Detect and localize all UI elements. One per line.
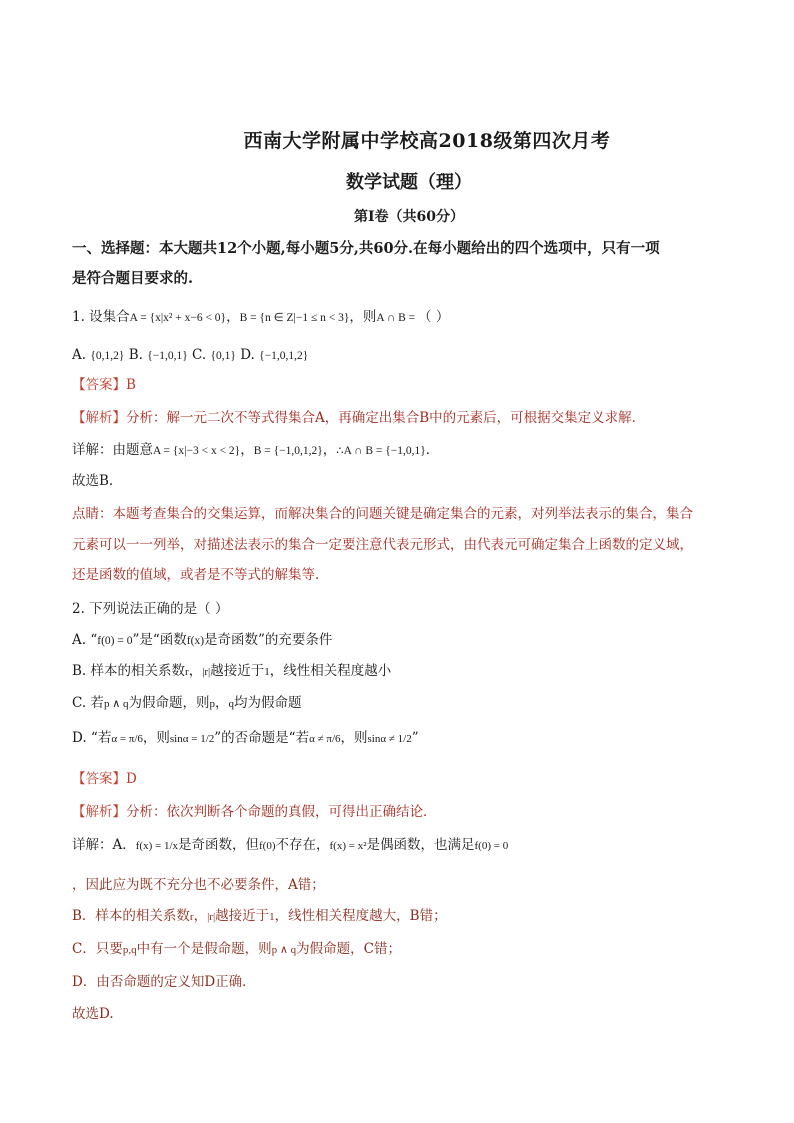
q1-stem	[72, 306, 734, 329]
q2-opt-d-text2: ，则	[142, 730, 170, 746]
q1-opt-b-label: B.	[128, 347, 143, 363]
q2-detail-b-text4: ，线性相关程度越大，B错；	[274, 908, 447, 924]
q2-detail-math2: f(0)	[259, 840, 276, 852]
q1-stem-text2: ，则	[349, 309, 377, 325]
q2-opt-b-math2: |r|	[202, 666, 211, 678]
q2-opt-d-text4: ，则	[340, 730, 368, 746]
q2-detail-b-text2: ，	[193, 908, 208, 924]
q1-answer	[72, 374, 734, 396]
section-heading-line2: 是符合题目要求的.	[72, 270, 194, 287]
q2-opt-d-math4: sinα ≠ 1/2	[367, 733, 412, 745]
q1-paren: （ ）	[418, 309, 450, 325]
q1-detail-sep: ，	[240, 442, 254, 458]
q1-choose: 故选B.	[72, 473, 114, 489]
q2-opt-d-text3: ”的否命题是“若	[214, 730, 310, 746]
q1-opt-c: {0,1}	[210, 350, 236, 362]
q1-stem-text: 1. 设集合	[72, 309, 130, 325]
q1-comment-line3: 还是函数的值域，或者是不等式的解集等.	[72, 567, 320, 583]
q1-comment-line1: 点睛：本题考查集合的交集运算，而解决集合的问题关键是确定集合的元素，对列举法表示的集合，集合	[72, 506, 693, 522]
q2-opt-a	[72, 629, 734, 652]
q1-answer-tag: 【答案】	[72, 377, 126, 393]
q2-detail-c-text2: 中有一个是假命题，则	[136, 941, 272, 957]
q2-opt-b-math3: 1	[264, 666, 270, 678]
q2-answer-tag: 【答案】	[72, 771, 126, 787]
q1-opt-d-label: D.	[240, 347, 255, 363]
q2-detail-b-math2: |r|	[207, 911, 216, 923]
q2-opt-b-text1: B. 样本的相关系数	[72, 663, 186, 679]
exam-title: 西南大学附属中学校高2018级第四次月考	[243, 130, 611, 152]
q2-detail-d: D．由否命题的定义知D正确．	[72, 974, 256, 990]
q2-detail-b-math1: r	[189, 911, 194, 923]
q2-detail-b-text3: 越接近于	[215, 908, 270, 924]
q2-detail-c-math2: p ∧ q	[271, 944, 297, 956]
q1-detail-set-b: B = {−1,0,1,2}	[253, 445, 323, 457]
q2-detail-text4: 是偶函数，也满足	[366, 837, 475, 853]
q2-opt-d-math2: sinα = 1/2	[169, 733, 215, 745]
q1-comment-line2: 元素可以一一列举，对描述法表示的集合一定要注意代表元形式，由代表元可确定集合上函数的定义域，	[72, 537, 693, 553]
q2-analysis-tag: 【解析】	[72, 804, 126, 820]
q1-analysis-tag: 【解析】	[72, 410, 126, 426]
q1-answer-value: B	[126, 377, 136, 393]
q2-opt-d	[72, 727, 734, 750]
q2-answer-value: D	[126, 771, 137, 787]
q2-detail-math3: f(x) = x²	[329, 840, 367, 852]
q1-analysis	[72, 407, 734, 429]
q2-opt-b-text4: ，线性相关程度越小	[269, 663, 392, 679]
q1-opt-a: {0,1,2}	[90, 350, 125, 362]
q2-detail-b-text1: B．样本的相关系数	[72, 908, 190, 924]
q1-opt-a-label: A.	[72, 347, 87, 363]
q2-detail-c-text3: 为假命题，C错；	[296, 941, 401, 957]
q2-opt-c-math2: p	[209, 698, 215, 710]
q1-detail	[72, 439, 734, 462]
q2-stem: 2. 下列说法正确的是（ ）	[72, 601, 229, 617]
q2-analysis-text: 分析：依次判断各个命题的真假，可得出正确结论．	[126, 804, 437, 820]
section-heading-line1: 一、选择题：本大题共12个小题,每小题5分,共60分.在每小题给出的四个选项中，只有一项	[72, 240, 660, 257]
q2-detail-text1: 详解：A．	[72, 837, 136, 853]
q2-opt-a-math1: f(0) = 0	[97, 635, 133, 647]
q2-detail-b-math3: 1	[269, 911, 275, 923]
q2-opt-c-text3: ，	[215, 695, 229, 711]
q2-opt-c-text1: C. 若	[72, 695, 104, 711]
q2-answer	[72, 768, 734, 790]
q2-opt-d-math3: α ≠ π/6	[309, 733, 341, 745]
q1-opt-b: {−1,0,1}	[147, 350, 188, 362]
q1-detail-text: 详解：由题意	[72, 442, 153, 458]
q2-opt-a-text1: A. “	[72, 632, 98, 648]
q2-detail-math4: f(0) = 0	[474, 840, 509, 852]
q2-choose: 故选D.	[72, 1006, 114, 1022]
exam-subtitle: 数学试题（理）	[346, 172, 472, 193]
q1-detail-sep2: ，	[322, 442, 337, 458]
q1-set-a: A = {x|x² + x−6 < 0}	[129, 312, 227, 324]
q2-opt-c	[72, 692, 734, 715]
q2-opt-b	[72, 660, 734, 683]
q2-opt-a-text2: ”是“函数	[132, 632, 187, 648]
part-heading: 第Ⅰ卷（共60分）	[353, 209, 465, 225]
q1-sep: ，	[226, 309, 240, 325]
q2-detail-c-text1: C．只要	[72, 941, 123, 957]
q2-detail-c	[72, 938, 734, 961]
q2-detail-a	[72, 834, 734, 857]
q2-opt-d-text5: ”	[411, 730, 419, 746]
q1-opt-d: {−1,0,1,2}	[259, 350, 309, 362]
q2-detail-a-cont: ，因此应为既不充分也不必要条件，A错；	[72, 877, 325, 893]
q2-opt-c-text2: 为假命题，则	[128, 695, 210, 711]
q1-options	[72, 344, 734, 367]
q2-opt-b-math1: r	[185, 666, 189, 678]
q2-opt-b-text2: ，	[188, 663, 203, 679]
q1-analysis-text: 分析：解一元二次不等式得集合A，再确定出集合B中的元素后，可根据交集定义求解．	[126, 410, 646, 426]
q2-detail-b	[72, 905, 734, 928]
q2-opt-a-text3: 是奇函数”的充要条件	[204, 632, 333, 648]
q1-set-b: B = {n ∈ Z|−1 ≤ n < 3}	[239, 312, 350, 324]
q2-opt-c-math3: q	[228, 698, 234, 710]
q2-opt-b-text3: 越接近于	[210, 663, 265, 679]
q1-opt-c-label: C.	[192, 347, 207, 363]
q2-opt-d-text1: D. “若	[72, 730, 112, 746]
q2-detail-text3: 不存在，	[275, 837, 330, 853]
q2-detail-math1: f(x) = 1/x	[135, 840, 178, 852]
q1-expr: A ∩ B =	[376, 312, 419, 324]
q2-analysis	[72, 801, 734, 823]
q2-opt-a-math2: f(x)	[186, 635, 205, 647]
q2-opt-c-math1: p ∧ q	[103, 698, 129, 710]
q1-detail-end: ．	[425, 442, 440, 458]
q2-detail-c-math1: p,q	[122, 944, 137, 956]
q1-detail-set-a: A = {x|−3 < x < 2}	[153, 445, 241, 457]
q1-detail-result: ∴A ∩ B = {−1,0,1}	[336, 445, 426, 457]
q2-detail-text2: 是奇函数，但	[178, 837, 259, 853]
q2-opt-c-text4: 均为假命题	[234, 695, 302, 711]
q2-opt-d-math1: α = π/6	[111, 733, 143, 745]
